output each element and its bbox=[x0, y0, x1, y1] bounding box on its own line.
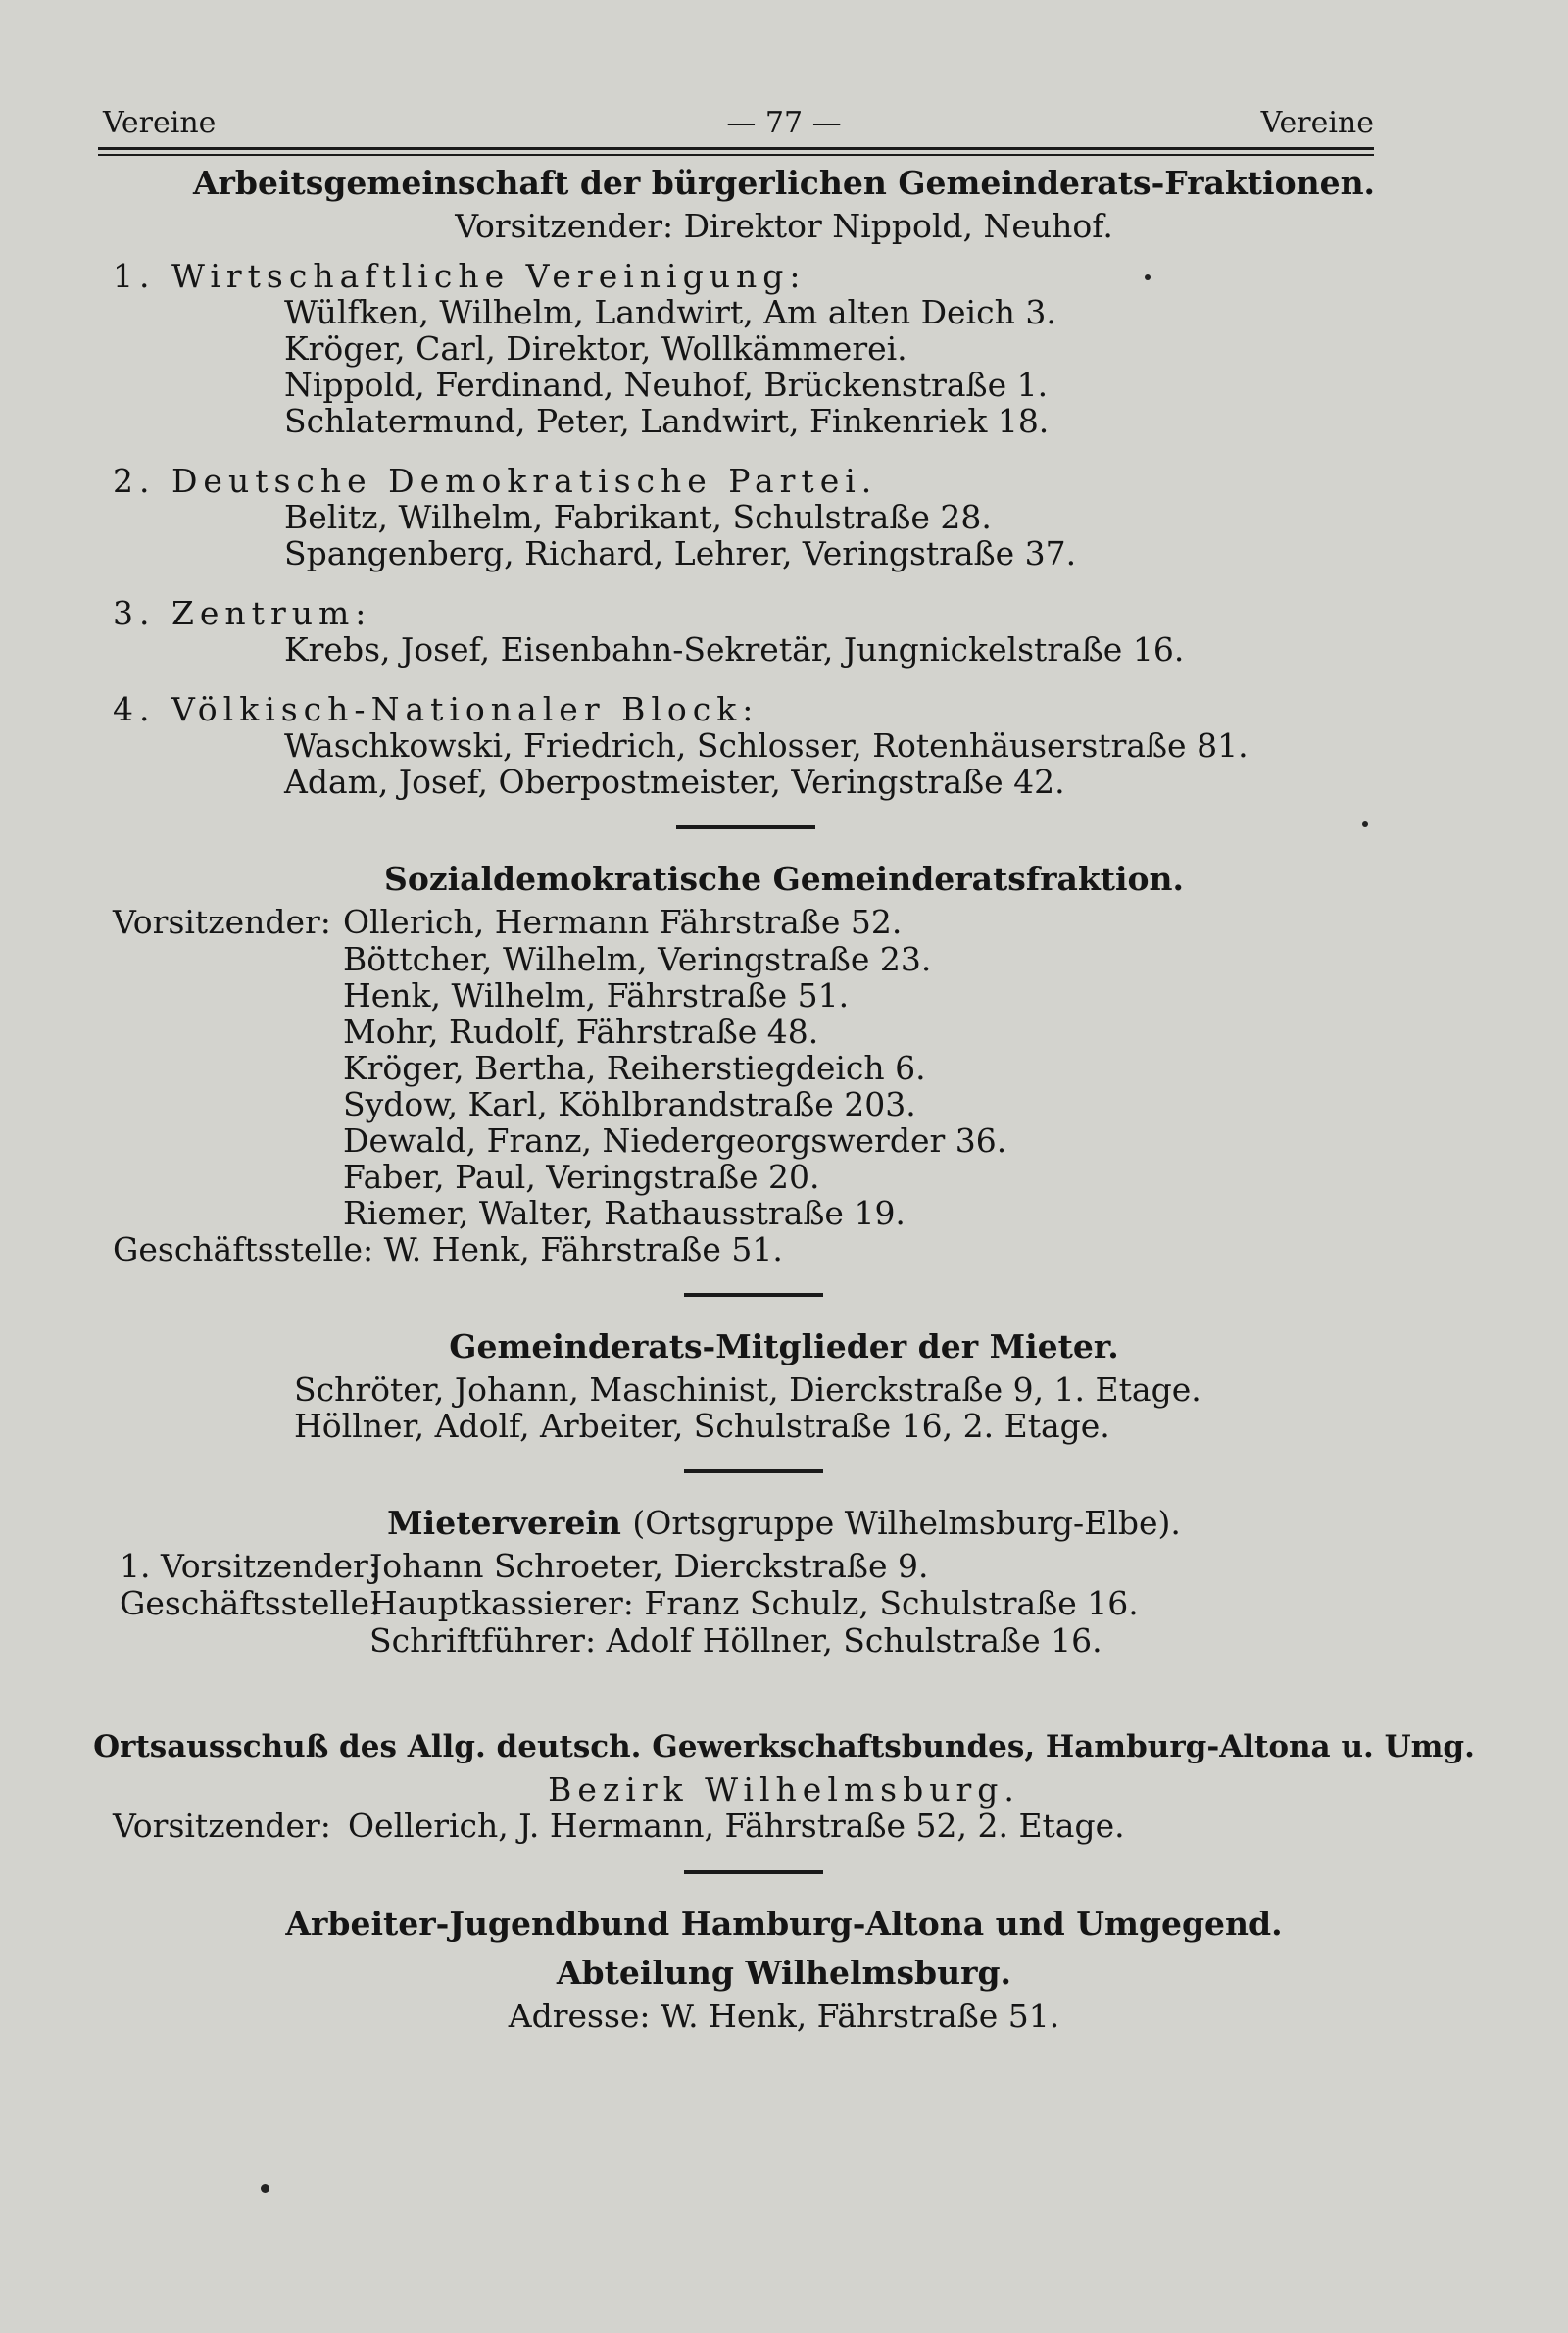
row-label bbox=[120, 1622, 369, 1660]
ink-speck bbox=[1145, 274, 1151, 280]
section-mieter bbox=[0, 1322, 1568, 1444]
member-line: Riemer, Walter, Rathausstraße 19. bbox=[343, 1194, 906, 1232]
member-line: Dewald, Franz, Niedergeorgswerder 36. bbox=[343, 1121, 1007, 1160]
member-line: Nippold, Ferdinand, Neuhof, Brückenstraße 1. bbox=[284, 366, 1049, 404]
member-line: Henk, Wilhelm, Fährstraße 51. bbox=[343, 976, 850, 1015]
chair-row bbox=[0, 1808, 1568, 1845]
page-number: — 77 — bbox=[726, 106, 842, 140]
group-label: 4. Völkisch-Nationaler Block: bbox=[113, 690, 760, 728]
row-value: Johann Schroeter, Dierckstraße 9. bbox=[369, 1547, 929, 1585]
member-line: Sydow, Karl, Köhlbrandstraße 203. bbox=[343, 1085, 916, 1123]
section-title: Arbeiter-Jugendbund Hamburg-Altona und Umgegend. bbox=[285, 1905, 1283, 1943]
section-jugendbund bbox=[0, 1900, 1568, 2034]
member-line: Adam, Josef, Oberpostmeister, Veringstraße 42. bbox=[284, 763, 1065, 801]
running-head-right: Vereine bbox=[1260, 106, 1374, 140]
section-divider bbox=[684, 1293, 823, 1297]
chair-value: Oellerich, J. Hermann, Fährstraße 52, 2. Etage. bbox=[348, 1807, 1125, 1845]
info-row bbox=[0, 1548, 1568, 1585]
section-chair: Vorsitzender: Direktor Nippold, Neuhof. bbox=[455, 207, 1113, 245]
group-label: 1. Wirtschaftliche Vereinigung: bbox=[113, 257, 807, 295]
section-department: Abteilung Wilhelmsburg. bbox=[556, 1954, 1012, 1992]
member-line: Belitz, Wilhelm, Fabrikant, Schulstraße 28. bbox=[284, 498, 992, 536]
section-title: Gemeinderats-Mitglieder der Mieter. bbox=[449, 1327, 1119, 1365]
section-divider bbox=[684, 1870, 823, 1874]
running-head-left: Vereine bbox=[103, 106, 217, 140]
group-label: 2. Deutsche Demokratische Partei. bbox=[113, 462, 878, 500]
member-line: Mohr, Rudolf, Fährstraße 48. bbox=[343, 1013, 819, 1051]
section-arbeitsgemeinschaft bbox=[0, 159, 1568, 800]
section-ortsausschuss bbox=[0, 1722, 1568, 1845]
member-line: Böttcher, Wilhelm, Veringstraße 23. bbox=[343, 940, 932, 978]
section-mieterverein bbox=[0, 1499, 1568, 1660]
ink-speck bbox=[1362, 821, 1368, 827]
address-line: Adresse: W. Henk, Fährstraße 51. bbox=[508, 1997, 1060, 2035]
section-subtitle: (Ortsgruppe Wilhelmsburg-Elbe). bbox=[632, 1504, 1181, 1542]
member-line: Schröter, Johann, Maschinist, Dierckstraße 9, 1. Etage. bbox=[294, 1370, 1201, 1409]
member-line: Höllner, Adolf, Arbeiter, Schulstraße 16, 2. Etage. bbox=[294, 1407, 1110, 1445]
section-title: Sozialdemokratische Gemeinderatsfraktion. bbox=[384, 860, 1184, 898]
member-line: Krebs, Josef, Eisenbahn-Sekretär, Jungnickelstraße 16. bbox=[284, 630, 1185, 669]
chair-label: Vorsitzender: bbox=[113, 903, 331, 941]
info-row bbox=[0, 1585, 1568, 1622]
district-line: Bezirk Wilhelmsburg. bbox=[548, 1770, 1020, 1809]
ink-speck bbox=[261, 2184, 270, 2193]
chair-label: Vorsitzender: bbox=[113, 1807, 331, 1845]
member-line: Wülfken, Wilhelm, Landwirt, Am alten Deich 3. bbox=[284, 293, 1056, 331]
group-label: 3. Zentrum: bbox=[113, 594, 372, 632]
section-title: Ortsausschuß des Allg. deutsch. Gewerkschaftsbundes, Hamburg-Altona u. Umg. bbox=[93, 1729, 1475, 1764]
member-line: Kröger, Carl, Direktor, Wollkämmerei. bbox=[284, 329, 907, 368]
chair-row bbox=[0, 904, 1568, 941]
page-content bbox=[0, 159, 1568, 2034]
member-line: Kröger, Bertha, Reiherstiegdeich 6. bbox=[343, 1049, 926, 1087]
row-label: 1. Vorsitzender: bbox=[120, 1547, 379, 1585]
section-title-row bbox=[0, 1499, 1568, 1548]
info-row bbox=[0, 1622, 1568, 1660]
member-line: Waschkowski, Friedrich, Schlosser, Rotenhäuserstraße 81. bbox=[284, 726, 1249, 765]
section-title: Arbeitsgemeinschaft der bürgerlichen Gemeinderats-Fraktionen. bbox=[192, 164, 1376, 202]
section-sozialdemokratische bbox=[0, 855, 1568, 1267]
header-rule-thin bbox=[98, 154, 1374, 156]
row-label: Geschäftsstelle: bbox=[120, 1584, 381, 1622]
row-value: Hauptkassierer: Franz Schulz, Schulstraße 16. bbox=[369, 1584, 1139, 1622]
section-divider bbox=[684, 1469, 823, 1473]
member-line: Spangenberg, Richard, Lehrer, Veringstraße 37. bbox=[284, 534, 1077, 572]
member-line: Schlatermund, Peter, Landwirt, Finkenriek 18. bbox=[284, 402, 1050, 440]
office-line: Geschäftsstelle: W. Henk, Fährstraße 51. bbox=[113, 1230, 783, 1268]
header-rule-thick bbox=[98, 147, 1374, 150]
section-divider bbox=[676, 825, 815, 829]
chair-value: Ollerich, Hermann Fährstraße 52. bbox=[343, 903, 903, 941]
row-value: Schriftführer: Adolf Höllner, Schulstraße 16. bbox=[369, 1621, 1102, 1660]
member-line: Faber, Paul, Veringstraße 20. bbox=[343, 1158, 820, 1196]
section-title: Mieterverein bbox=[387, 1504, 621, 1542]
